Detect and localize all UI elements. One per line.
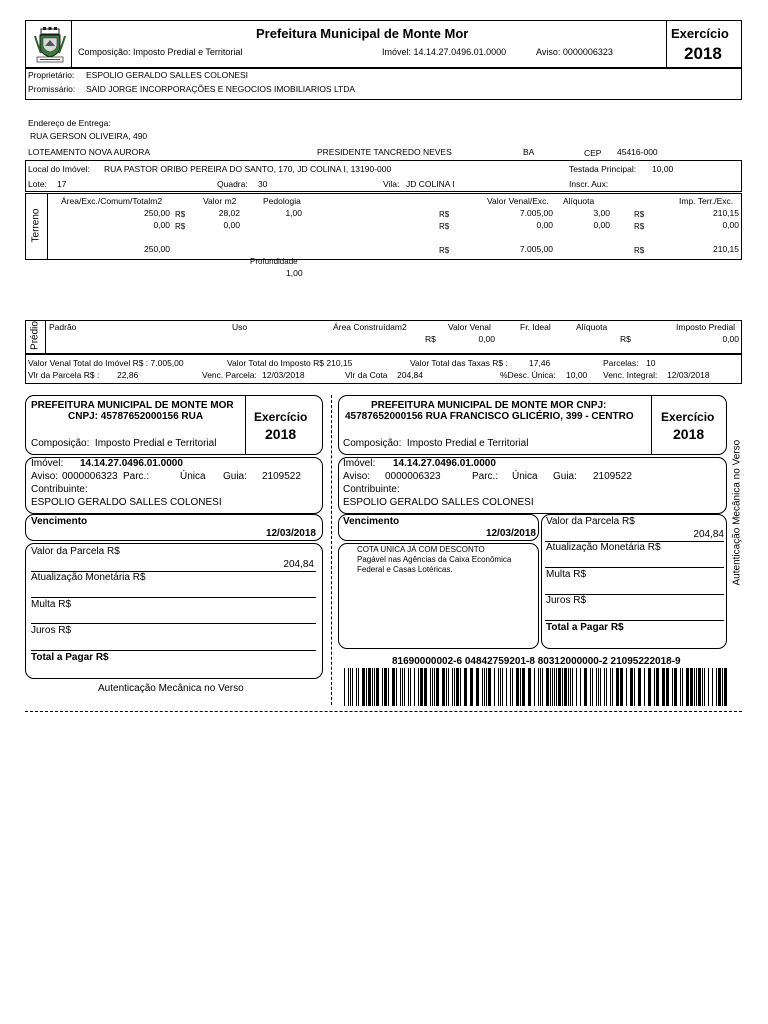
predio-rs1: R$ xyxy=(425,334,436,344)
stub-left-vencimento: 12/03/2018 xyxy=(265,528,316,539)
predio-header-padrao: Padrão xyxy=(49,322,77,332)
stub-right-note2: Pagável nas Agências da Caixa Econômica xyxy=(357,555,512,564)
predio-side-label: Prédio xyxy=(29,321,41,350)
stub-right-contribuinte: ESPOLIO GERALDO SALLES COLONESI xyxy=(343,497,534,508)
vlr-parcela-label: Vlr da Parcela R$ : xyxy=(28,370,100,380)
stub-right-multa-label: Multa R$ xyxy=(546,569,587,580)
inscr-label: Inscr. Aux: xyxy=(569,179,609,189)
stub-left-juros-label: Juros R$ xyxy=(31,625,72,636)
stub-left-valor-parcela: 204,84 xyxy=(283,559,314,570)
stub-right-parc: Única xyxy=(512,471,538,482)
desc-label: %Desc. Única: xyxy=(500,370,556,380)
entrega-uf: BA xyxy=(523,147,535,157)
parcelas-label: Parcelas: xyxy=(603,358,639,368)
imposto-total-label: Valor Total do Imposto R$ xyxy=(227,358,325,368)
stub-right-note1: COTA UNICA JÁ COM DESCONTO xyxy=(357,545,485,554)
stub-left-title2: CNPJ: 45787652000156 RUA xyxy=(68,411,204,422)
stub-left-multa-label: Multa R$ xyxy=(31,599,72,610)
testada-label: Testada Principal: xyxy=(569,164,637,174)
terreno-header-area: Área/Exc./Comum/Totalm2 xyxy=(61,196,163,206)
imposto-total-value: 210,15 xyxy=(326,358,353,368)
terreno-row2-area: 0,00 xyxy=(153,220,170,230)
stub-right-vencimento-label: Vencimento xyxy=(343,516,400,527)
terreno-row2-valor-m2: 0,00 xyxy=(223,220,240,230)
stub-left-autenticacao: Autenticação Mecânica no Verso xyxy=(98,683,244,694)
stub-left-contribuinte-label: Contribuinte: xyxy=(31,484,88,495)
venc-parcela-label: Venc. Parcela: xyxy=(202,370,257,380)
entrega-label: Endereço de Entrega: xyxy=(28,118,111,128)
terreno-total-rs2: R$ xyxy=(439,246,450,255)
terreno-row2-aliquota: 0,00 xyxy=(593,220,610,230)
promissario-label: Promissário: xyxy=(28,84,76,94)
terreno-row1-rs2: R$ xyxy=(439,210,450,219)
imovel-label: Imóvel: xyxy=(382,47,412,57)
entrega-rua: RUA GERSON OLIVEIRA, 490 xyxy=(30,131,148,141)
terreno-row1-area: 250,00 xyxy=(144,208,170,218)
terreno-total-area: 250,00 xyxy=(144,244,170,254)
stub-right-composicao-label: Composição: xyxy=(343,438,402,449)
predio-header-area: Área Construídam2 xyxy=(333,322,407,332)
entrega-cidade: PRESIDENTE TANCREDO NEVES xyxy=(317,147,452,157)
local-label: Local do Imóvel: xyxy=(28,164,90,174)
lote-label: Lote: xyxy=(28,179,47,189)
taxas-total-value: 17,46 xyxy=(529,358,551,368)
stub-right-vencimento: 12/03/2018 xyxy=(485,528,536,539)
barcode-icon xyxy=(344,668,729,706)
municipal-coat-of-arms-logo xyxy=(33,26,67,64)
stub-right-exercicio-label: Exercício xyxy=(661,410,715,424)
predio-header-uso: Uso xyxy=(232,322,248,332)
vila-label: Vila: xyxy=(383,179,400,189)
terreno-side-label: Terreno xyxy=(30,208,42,243)
predio-rs2: R$ xyxy=(620,334,631,344)
stub-left-composicao: Imposto Predial e Territorial xyxy=(94,438,217,449)
stub-left-guia: 2109522 xyxy=(262,471,301,482)
cep-value: 45416-000 xyxy=(617,147,658,157)
terreno-row2-rs1: R$ xyxy=(175,222,186,231)
terreno-row1-rs3: R$ xyxy=(634,210,645,219)
terreno-header-imp: Imp. Terr./Exc. xyxy=(679,196,734,206)
stub-right-parc-label: Parc.: xyxy=(472,471,499,482)
venal-total-label: Valor Venal Total do Imóvel R$ : xyxy=(28,358,149,368)
vila-value: JD COLINA I xyxy=(406,179,455,189)
terreno-row2-imp: 0,00 xyxy=(722,220,739,230)
stub-right-aviso: 0000006323 xyxy=(385,471,441,482)
terreno-row1-pedologia: 1,00 xyxy=(285,208,302,218)
stub-right-contribuinte-label: Contribuinte: xyxy=(343,484,400,495)
stub-left-guia-label: Guia: xyxy=(223,471,247,482)
terreno-total-rs3: R$ xyxy=(634,246,645,255)
terreno-row2-venal: 0,00 xyxy=(536,220,553,230)
stub-right-atualizacao-label: Atualização Monetária R$ xyxy=(546,542,661,553)
cep-label: CEP xyxy=(584,148,602,158)
stub-right-autenticacao: Autenticação Mecânica no Verso xyxy=(731,439,743,586)
predio-header-aliquota: Alíquota xyxy=(576,322,608,332)
quadra-value: 30 xyxy=(258,179,268,189)
vlr-parcela-value: 22,86 xyxy=(117,370,139,380)
exercicio-label: Exercício xyxy=(671,26,729,41)
profundidade-label: Profundidade xyxy=(250,257,298,266)
terreno-row2-rs2: R$ xyxy=(439,222,450,231)
stub-separator xyxy=(331,395,332,705)
local-endereco: RUA PASTOR ORIBO PEREIRA DO SANTO, 170, JD COLINA I, 13190-000 xyxy=(104,164,392,174)
stub-left-exercicio-label: Exercício xyxy=(254,410,308,424)
stub-left-vencimento-label: Vencimento xyxy=(31,516,88,527)
stub-left-valor-parcela-label: Valor da Parcela R$ xyxy=(31,546,120,557)
profundidade-value: 1,00 xyxy=(286,268,303,278)
stub-right-valor-parcela-label: Valor da Parcela R$ xyxy=(546,516,635,527)
terreno-row1-venal: 7.005,00 xyxy=(519,208,553,218)
stub-right-imovel: 14.14.27.0496.01.0000 xyxy=(393,458,496,469)
predio-header-imposto: Imposto Predial xyxy=(676,322,736,332)
stub-right-total-label: Total a Pagar R$ xyxy=(546,622,624,633)
stub-right-juros-label: Juros R$ xyxy=(546,595,587,606)
cut-line xyxy=(25,711,742,712)
stub-left-parc-label: Parc.: xyxy=(123,471,150,482)
venc-integral-value: 12/03/2018 xyxy=(667,370,710,380)
imovel-value: 14.14.27.0496.01.0000 xyxy=(413,47,507,57)
promissario-value: SAID JORGE INCORPORAÇÕES E NEGOCIOS IMOBILIARIOS LTDA xyxy=(86,84,356,94)
lote-value: 17 xyxy=(57,179,67,189)
desc-value: 10,00 xyxy=(566,370,588,380)
stub-left-parc: Única xyxy=(180,471,206,482)
predio-header-fr-ideal: Fr. Ideal xyxy=(520,322,551,332)
stub-left-exercicio-year: 2018 xyxy=(265,426,297,442)
venal-total-value: 7.005,00 xyxy=(150,358,184,368)
venc-parcela-value: 12/03/2018 xyxy=(262,370,305,380)
stub-left-imovel-label: Imóvel: xyxy=(31,458,64,469)
venc-integral-label: Venc. Integral: xyxy=(603,370,658,380)
exercicio-year: 2018 xyxy=(684,44,722,63)
terreno-row1-valor-m2: 28,02 xyxy=(218,208,240,218)
stub-right-guia-label: Guia: xyxy=(553,471,577,482)
header-title: Prefeitura Municipal de Monte Mor xyxy=(256,26,469,41)
aviso-value: 0000006323 xyxy=(562,47,613,57)
terreno-row1-aliquota: 3,00 xyxy=(593,208,610,218)
proprietario-label: Proprietário: xyxy=(28,70,75,80)
predio-imposto: 0,00 xyxy=(722,334,739,344)
vlr-cota-value: 204,84 xyxy=(397,370,423,380)
terreno-row1-imp: 210,15 xyxy=(713,208,739,218)
stub-right-composicao: Imposto Predial e Territorial xyxy=(406,438,529,449)
stub-right-exercicio-year: 2018 xyxy=(673,426,705,442)
stub-left-aviso-label: Aviso: xyxy=(31,471,59,482)
terreno-total-imp: 210,15 xyxy=(713,244,739,254)
composicao-value: Imposto Predial e Territorial xyxy=(133,47,243,57)
aviso-label: Aviso: xyxy=(536,47,561,57)
stub-left-title1: PREFEITURA MUNICIPAL DE MONTE MOR xyxy=(31,400,234,411)
terreno-header-venal: Valor Venal/Exc. xyxy=(487,196,549,206)
stub-left-total-label: Total a Pagar R$ xyxy=(31,652,109,663)
stub-left-atualizacao-label: Atualização Monetária R$ xyxy=(31,572,146,583)
stub-right-title1: PREFEITURA MUNICIPAL DE MONTE MOR CNPJ: xyxy=(371,400,607,411)
stub-right-guia: 2109522 xyxy=(593,471,632,482)
stub-right-note3: Federal e Casas Lotéricas. xyxy=(357,565,453,574)
terreno-row2-rs3: R$ xyxy=(634,222,645,231)
terreno-total-venal: 7.005,00 xyxy=(519,244,553,254)
entrega-bairro: LOTEAMENTO NOVA AURORA xyxy=(28,147,151,157)
linha-digitavel: 81690000002-6 04842759201-8 80312000000-2 21095222018-9 xyxy=(392,656,681,667)
terreno-header-pedologia: Pedologia xyxy=(263,196,301,206)
stub-right-title2: 45787652000156 RUA FRANCISCO GLICÉRIO, 399 - CENTRO xyxy=(345,411,634,422)
stub-right-aviso-label: Aviso: xyxy=(343,471,371,482)
stub-left-imovel: 14.14.27.0496.01.0000 xyxy=(80,458,183,469)
parcelas-value: 10 xyxy=(646,358,656,368)
taxas-total-label: Valor Total das Taxas R$ : xyxy=(410,358,508,368)
terreno-header-aliquota: Alíquota xyxy=(563,196,595,206)
proprietario-value: ESPOLIO GERALDO SALLES COLONESI xyxy=(86,70,249,80)
stub-left-composicao-label: Composição: xyxy=(31,438,90,449)
vlr-cota-label: Vlr da Cota xyxy=(345,370,388,380)
predio-header-valor-venal: Valor Venal xyxy=(448,322,491,332)
stub-right-imovel-label: Imóvel: xyxy=(343,458,376,469)
testada-value: 10,00 xyxy=(652,164,674,174)
composicao-label: Composição: xyxy=(78,47,131,57)
terreno-header-valor-m2: Valor m2 xyxy=(203,196,237,206)
stub-left-contribuinte: ESPOLIO GERALDO SALLES COLONESI xyxy=(31,497,222,508)
terreno-row1-rs1: R$ xyxy=(175,210,186,219)
predio-valor-venal: 0,00 xyxy=(478,334,495,344)
stub-left-aviso: 0000006323 xyxy=(62,471,118,482)
quadra-label: Quadra: xyxy=(217,179,248,189)
stub-right-valor-parcela: 204,84 xyxy=(693,529,724,540)
